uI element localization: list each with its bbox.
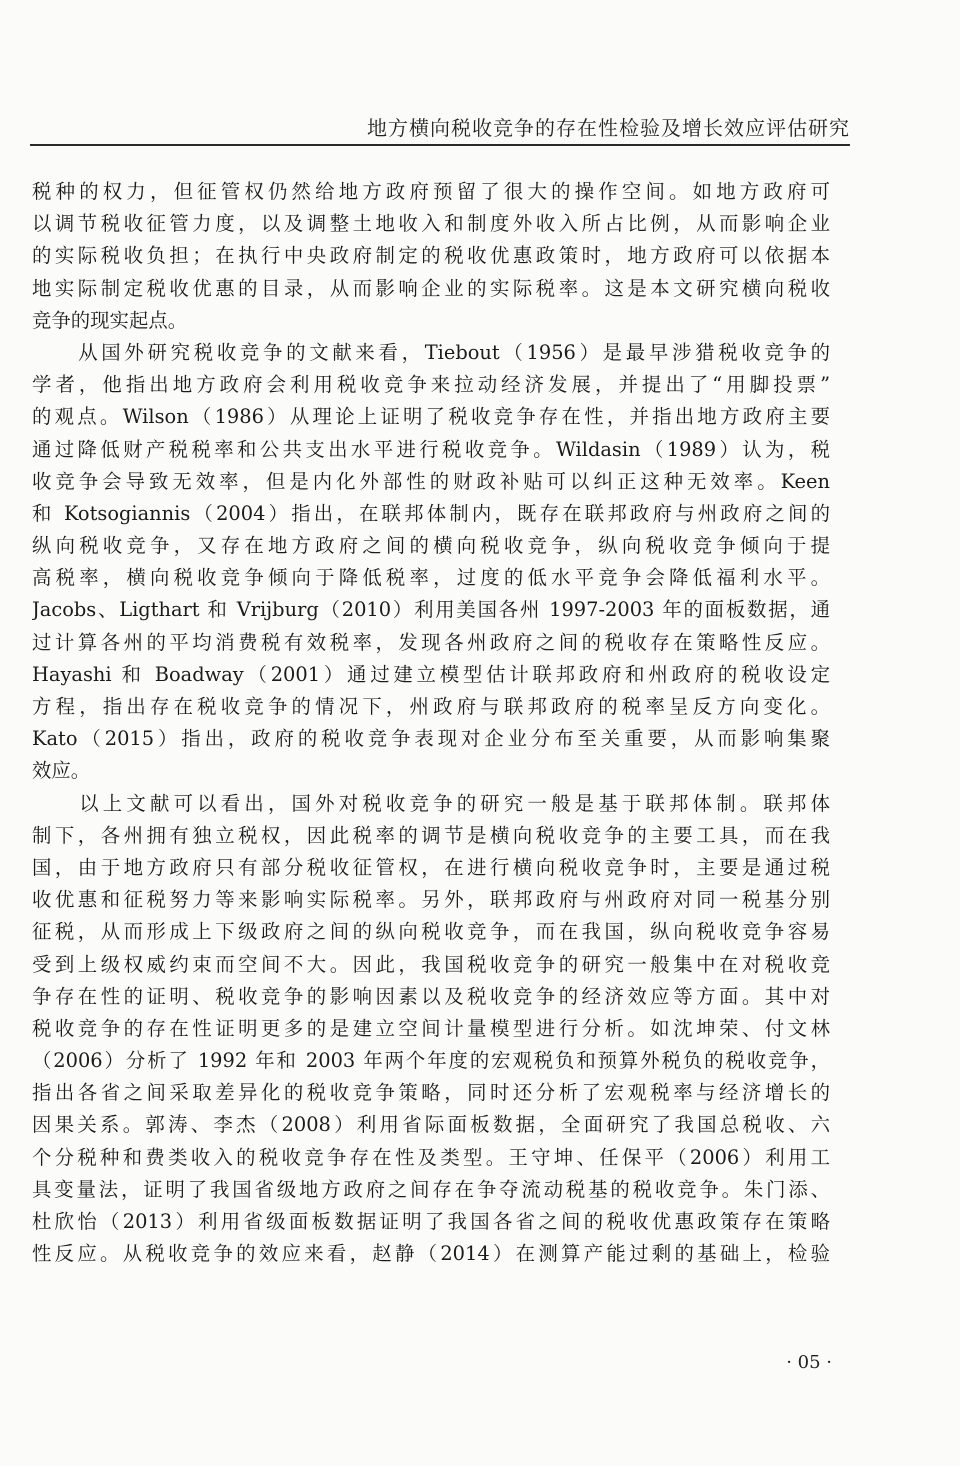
text-line: 方程，指出存在税收竞争的情况下，州政府与联邦政府的税率呈反方向变化。 — [32, 695, 830, 718]
text-line: 税种的权力，但征管权仍然给地方政府预留了很大的操作空间。如地方政府可 — [32, 180, 830, 203]
text-line: Jacobs、Ligthart 和 Vrijburg（2010）利用美国各州 1997-2003 年的面板数据，通 — [32, 598, 830, 622]
text-line: 以上文献可以看出，国外对税收竞争的研究一般是基于联邦体制。联邦体 — [32, 791, 830, 815]
text-line: 征税，从而形成上下级政府之间的纵向税收竞争，而在我国，纵向税收竞争容易 — [32, 920, 830, 944]
text-line: 制下，各州拥有独立税权，因此税率的调节是横向税收竞争的主要工具，而在我 — [32, 823, 830, 847]
text-line: 高税率，横向税收竞争倾向于降低税率，过度的低水平竞争会降低福利水平。 — [32, 566, 830, 590]
text-line: 的观点。Wilson（1986）从理论上证明了税收竞争存在性，并指出地方政府主要 — [32, 405, 830, 429]
text-line: 通过降低财产税税率和公共支出水平进行税收竞争。Wildasin（1989）认为，税 — [32, 437, 830, 461]
text-line: 从国外研究税收竞争的文献来看，Tiebout（1956）是最早涉猎税收竞争的 — [32, 340, 830, 364]
text-line: 的实际税收负担；在执行中央政府制定的税收优惠政策时，地方政府可以依据本 — [32, 244, 830, 268]
text-line: 收竞争会导致无效率，但是内化外部性的财政补贴可以纠正这种无效率。Keen — [32, 469, 830, 493]
text-line: （2006）分析了 1992 年和 2003 年两个年度的宏观税负和预算外税负的税收竞争， — [32, 1049, 830, 1073]
text-line: Hayashi 和 Boadway（2001）通过建立模型估计联邦政府和州政府的税收设定 — [32, 662, 830, 686]
text-line: 以调节税收征管力度，以及调整土地收入和制度外收入所占比例，从而影响企业 — [32, 212, 830, 236]
text-line: 杜欣怡（2013）利用省级面板数据证明了我国各省之间的税收优惠政策存在策略 — [32, 1210, 830, 1233]
text-line: 具变量法，证明了我国省级地方政府之间存在争夺流动税基的税收竞争。朱门添、 — [32, 1177, 830, 1201]
text-line: 过计算各州的平均消费税有效税率，发现各州政府之间的税收存在策略性反应。 — [32, 630, 830, 654]
body-text — [32, 176, 830, 1270]
page-number: · 05 · — [786, 1352, 832, 1373]
text-line: 竞争的现实起点。 — [32, 308, 188, 332]
text-line: 和 Kotsogiannis（2004）指出，在联邦体制内，既存在联邦政府与州政府之间的 — [32, 501, 830, 525]
text-line: Kato（2015）指出，政府的税收竞争表现对企业分布至关重要，从而影响集聚 — [32, 727, 830, 751]
text-line: 税收竞争的存在性证明更多的是建立空间计量模型进行分析。如沈坤荣、付文林 — [32, 1016, 830, 1040]
text-line: 收优惠和征税努力等来影响实际税率。另外，联邦政府与州政府对同一税基分别 — [32, 888, 830, 912]
text-line: 性反应。从税收竞争的效应来看，赵静（2014）在测算产能过剩的基础上，检验 — [32, 1242, 830, 1266]
text-line: 因果关系。郭涛、李杰（2008）利用省际面板数据，全面研究了我国总税收、六 — [32, 1113, 830, 1137]
text-line: 纵向税收竞争，又存在地方政府之间的横向税收竞争，纵向税收竞争倾向于提 — [32, 534, 830, 558]
running-header — [30, 88, 850, 146]
text-line: 个分税种和费类收入的税收竞争存在性及类型。王守坤、任保平（2006）利用工 — [32, 1145, 830, 1169]
text-line: 受到上级权威约束而空间不大。因此，我国税收竞争的研究一般集中在对税收竞 — [32, 952, 830, 976]
text-line: 学者，他指出地方政府会利用税收竞争来拉动经济发展，并提出了“用脚投票” — [32, 373, 830, 397]
text-line: 争存在性的证明、税收竞争的影响因素以及税收竞争的经济效应等方面。其中对 — [32, 984, 830, 1008]
text-line: 国，由于地方政府只有部分税收征管权，在进行横向税收竞争时，主要是通过税 — [32, 855, 830, 879]
text-line: 效应。 — [32, 759, 91, 783]
text-line: 地实际制定税收优惠的目录，从而影响企业的实际税率。这是本文研究横向税收 — [32, 276, 830, 300]
header-rule — [30, 144, 850, 146]
text-line: 指出各省之间采取差异化的税收竞争策略，同时还分析了宏观税率与经济增长的 — [32, 1081, 830, 1105]
running-header-title: 地方横向税收竞争的存在性检验及增长效应评估研究 — [367, 116, 850, 140]
